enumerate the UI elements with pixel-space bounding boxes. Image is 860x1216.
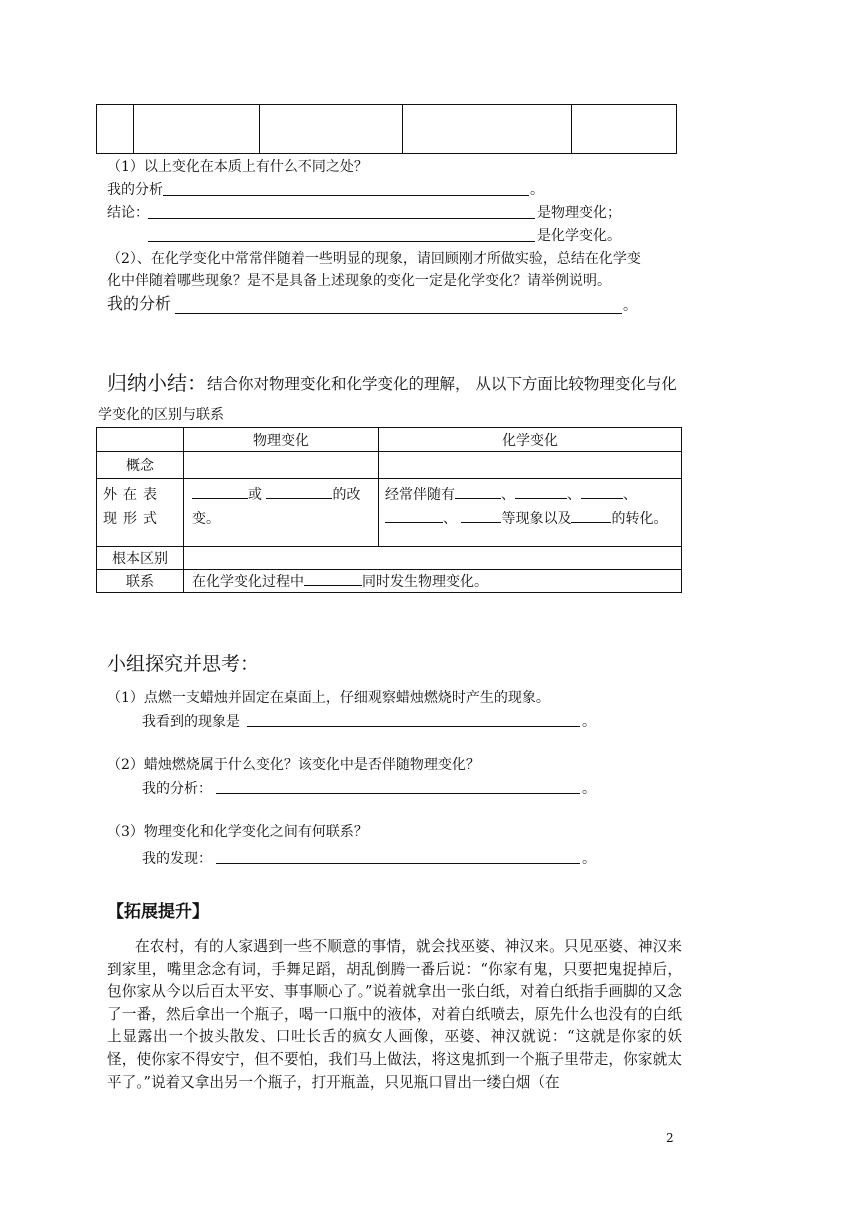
group-q2-label: 我的分析： [142, 781, 212, 797]
group-heading: 小组探究并思考： [107, 653, 260, 675]
answer-blank[interactable] [266, 484, 332, 499]
group-q3-label: 我的发现： [142, 851, 212, 867]
row-label-form [97, 479, 184, 547]
header-physical: 物理变化 [184, 428, 379, 452]
answer-blank[interactable] [455, 484, 501, 499]
answer-blank[interactable] [148, 241, 535, 242]
table-cell[interactable] [184, 547, 682, 570]
q1-question: （1）以上变化在本质上有什么不同之处？ [107, 159, 368, 175]
answer-blank[interactable] [385, 508, 443, 523]
answer-blank[interactable] [461, 508, 501, 523]
answer-blank[interactable] [216, 793, 580, 794]
table-row [97, 452, 682, 479]
table-cell [134, 105, 260, 154]
row-label-concept: 概念 [97, 452, 184, 479]
group-q1: （1）点燃一支蜡烛并固定在桌面上，仔细观察蜡烛燃烧时产生的现象。 [107, 690, 550, 706]
q2-line1: （2）、在化学变化中常常伴随着一些明显的现象，请回顾刚才所做实验，总结在化学变 [107, 251, 641, 267]
form-physical-tail: 的改变。 [192, 487, 361, 527]
answer-blank[interactable] [571, 508, 611, 523]
row-label-relation: 联系 [97, 570, 184, 593]
page-number: 2 [666, 1131, 674, 1145]
form-physical-cell [184, 479, 379, 547]
comparison-table [96, 427, 682, 593]
table-row [97, 570, 682, 593]
answer-blank[interactable] [192, 484, 248, 499]
top-table [96, 104, 677, 154]
answer-blank[interactable] [304, 571, 362, 586]
q2-period: 。 [623, 298, 637, 314]
form-chemical-etc: 等现象以及 [501, 511, 572, 527]
summary-heading: 归纳小结： [107, 371, 207, 395]
answer-blank[interactable] [515, 484, 567, 499]
table-cell [403, 105, 572, 154]
sep: 、 [443, 511, 457, 527]
table-cell [97, 428, 184, 452]
q1-chemical-suffix: 是化学变化。 [537, 228, 621, 244]
table-cell [572, 105, 677, 154]
form-chemical-cell [379, 479, 682, 547]
group-period: 。 [582, 851, 596, 867]
header-chemical: 化学变化 [379, 428, 682, 452]
group-q3: （3）物理变化和化学变化之间有何联系？ [107, 824, 368, 840]
relation-text-a: 在化学变化过程中 [192, 574, 304, 590]
answer-blank[interactable] [247, 726, 580, 727]
q1-period: 。 [530, 182, 544, 198]
table-cell [97, 105, 134, 154]
form-chemical-tail: 的转化。 [611, 511, 668, 527]
group-period: 。 [582, 714, 596, 730]
extension-heading: 【拓展提升】 [107, 902, 209, 922]
q2-line2: 化中伴随着哪些现象？是不是具备上述现象的变化一定是化学变化？请举例说明。 [107, 273, 611, 289]
table-row [97, 105, 677, 154]
group-q1-label: 我看到的现象是 [142, 714, 240, 730]
table-row [97, 428, 682, 452]
group-q2: （2）蜡烛燃烧属于什么变化？该变化中是否伴随物理变化？ [107, 757, 480, 773]
sep: 、 [623, 487, 637, 503]
row-label-form-text: 外在表现形式 [103, 487, 163, 527]
q1-conclusion-label: 结论： [107, 205, 149, 221]
answer-blank[interactable] [581, 484, 623, 499]
table-cell[interactable] [184, 452, 379, 479]
relation-text-b: 同时发生物理变化。 [362, 574, 488, 590]
table-cell[interactable] [379, 452, 682, 479]
table-row [97, 479, 682, 547]
summary-line1: 结合你对物理变化和化学变化的理解， 从以下方面比较物理变化与化 [207, 375, 677, 393]
answer-blank[interactable] [163, 195, 529, 196]
extension-paragraph: 在农村，有的人家遇到一些不顺意的事情，就会找巫婆、神汉来。只见巫婆、神汉来到家里，嘴里念念有词，手舞足蹈，胡乱倒腾一番后说：“你家有鬼，只要把鬼捉掉后，包你家从今以后百太平安、事事顺心了。”说着就拿出一张白纸，对着白纸指手画脚的又念了一番，然后拿出一个瓶子，喝一口瓶中的液体，对着白纸喷去，原先什么也没有的白纸上显露出一个披头散发、口吐长舌的疯女人画像，巫婆、神汉就说：“这就是你家的妖怪，使你家不得安宁，但不要怕，我们马上做法，将这鬼抓到一个瓶子里带走，你家就太平了。”说着又拿出另一个瓶子，打开瓶盖，只见瓶口冒出一缕白烟（在 [107, 938, 682, 1091]
sep: 、 [501, 487, 515, 503]
group-period: 。 [582, 781, 596, 797]
answer-blank[interactable] [148, 218, 535, 219]
summary-line2: 学变化的区别与联系 [98, 407, 224, 423]
q2-analysis-label: 我的分析 [107, 294, 172, 313]
answer-blank[interactable] [175, 313, 622, 314]
q1-physical-suffix: 是物理变化； [537, 205, 621, 221]
q1-analysis-label: 我的分析 [107, 182, 163, 198]
relation-cell [184, 570, 682, 593]
form-chemical-text: 经常伴随有 [385, 487, 455, 503]
table-cell [260, 105, 403, 154]
sep: 、 [567, 487, 581, 503]
or-text: 或 [248, 487, 262, 503]
answer-blank[interactable] [216, 863, 580, 864]
row-label-difference: 根本区别 [97, 547, 184, 570]
table-row [97, 547, 682, 570]
